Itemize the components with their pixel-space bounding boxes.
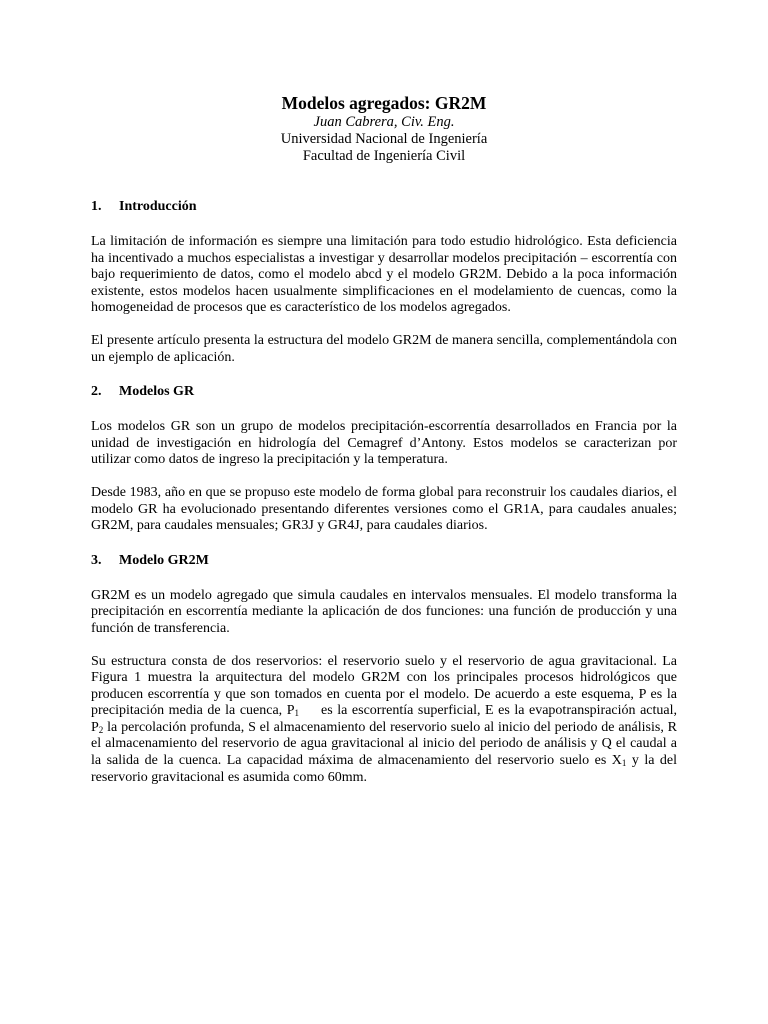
- subscript: 2: [98, 724, 104, 735]
- text-run: Su estructura consta de dos reservorios: el reservorio suelo y el reservorio de agua gravitacional. La Figura 1 muestra la arquitectura del modelo GR2M con los principales procesos hidrológicos que producen escorrentía y que son tomados en cuenta por el modelo. De acuerdo a este esquema, P es la precipitación media de la cuenca, P: [91, 653, 677, 719]
- section-heading-introduccion: [91, 198, 677, 215]
- section-heading-modelos-gr: [91, 383, 677, 400]
- text-run: la percolación profunda, S el almacenamiento del reservorio suelo al inicio del periodo de análisis, R el almacenamiento del reservorio de agua gravitacional al inicio del periodo de análisis y Q el caudal a la salida de la cuenca. La capacidad máxima de almacenamiento del reservorio suelo es X: [91, 719, 677, 769]
- subscript: 1: [294, 708, 300, 719]
- section-number: 2.: [91, 384, 102, 400]
- institution-name: Universidad Nacional de Ingeniería: [280, 131, 488, 147]
- section-title: Modelos GR: [119, 384, 195, 400]
- text-run: y la del reservorio gravitacional es asumida como 60mm.: [91, 753, 677, 785]
- paragraph: Los modelos GR son un grupo de modelos precipitación-escorrentía desarrollados en Francia por la unidad de investigación en hidrología del Cemagref d’Antony. Estos modelos se caracterizan por utilizar como datos de ingreso la precipitación y la temperatura.: [91, 419, 677, 468]
- author-name: Juan Cabrera, Civ. Eng.: [313, 114, 455, 130]
- section-number: 1.: [91, 199, 102, 214]
- section-title: Introducción: [119, 199, 197, 214]
- section-title: Modelo GR2M: [119, 552, 209, 568]
- subscript: 1: [621, 758, 627, 769]
- text-run: es la escorrentía superficial, E es la evapotranspiración actual, P: [91, 703, 677, 735]
- paragraph: La limitación de información es siempre una limitación para todo estudio hidrológico. Esta deficiencia ha incentivado a muchos especialistas a investigar y desarrollar modelos precipitación – escorrentía con bajo requerimiento de datos, como el modelo abcd y el modelo GR2M. Debido a la poca información existente, estos modelos hacen usualmente simplificaciones en el modelamiento de cuencas, como la homogeneidad de procesos que es característico de los modelos agregados.: [91, 234, 677, 316]
- faculty-name: Facultad de Ingeniería Civil: [302, 148, 466, 164]
- title-block: [91, 92, 677, 165]
- paragraph: GR2M es un modelo agregado que simula caudales en intervalos mensuales. El modelo transforma la precipitación en escorrentía mediante la aplicación de dos funciones: una función de producción y una función de transferencia.: [91, 587, 677, 636]
- structure-paragraph: [91, 654, 677, 787]
- paragraph: El presente artículo presenta la estructura del modelo GR2M de manera sencilla, complementándola con un ejemplo de aplicación.: [91, 332, 677, 365]
- section-number: 3.: [91, 552, 102, 568]
- document-title: Modelos agregados: GR2M: [281, 93, 487, 113]
- paragraph: Desde 1983, año en que se propuso este modelo de forma global para reconstruir los caudales diarios, el modelo GR ha evolucionado presentando diferentes versiones como el GR1A, para caudales anuales; GR2M, para caudales mensuales; GR3J y GR4J, para caudales diarios.: [91, 484, 677, 534]
- section-heading-modelo-gr2m: [91, 552, 677, 569]
